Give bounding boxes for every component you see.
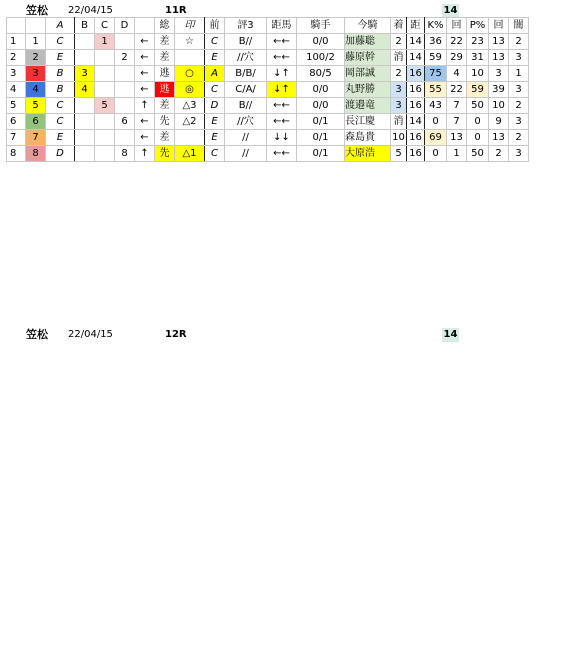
table-row[interactable] <box>7 82 529 98</box>
rank-c[interactable] <box>95 146 115 162</box>
mark-cell[interactable]: ☆ <box>175 34 205 50</box>
rank-b[interactable] <box>75 114 95 130</box>
column-header: 前 <box>205 18 225 34</box>
kyoba-cell[interactable]: ←← <box>267 34 297 50</box>
hyo-cell[interactable]: B/B/ <box>225 66 267 82</box>
k-pct[interactable]: 0 <box>425 114 447 130</box>
imakishu-cell[interactable]: 大原浩 <box>345 146 391 162</box>
mark-cell[interactable]: △1 <box>175 146 205 162</box>
k-kai[interactable]: 7 <box>447 114 467 130</box>
k-pct[interactable]: 59 <box>425 50 447 66</box>
imakishu-cell[interactable]: 長江慶 <box>345 114 391 130</box>
kishu-cell[interactable]: 100/2 <box>297 50 345 66</box>
kyo-cell[interactable]: 14 <box>407 34 425 50</box>
rank-c[interactable] <box>95 50 115 66</box>
column-header <box>7 18 26 34</box>
chaku-cell[interactable]: 5 <box>391 146 407 162</box>
waku-cell[interactable]: 7 <box>26 130 46 146</box>
column-header: C <box>95 18 115 34</box>
kishu-cell[interactable]: 0/1 <box>297 130 345 146</box>
imakishu-cell[interactable]: 加藤聡 <box>345 34 391 50</box>
arrow-cell[interactable]: ← <box>135 130 155 146</box>
mae-cell[interactable]: D <box>205 98 225 114</box>
hyo-cell[interactable]: //穴 <box>225 114 267 130</box>
k-pct[interactable]: 43 <box>425 98 447 114</box>
race-date: 22/04/15 <box>68 329 113 340</box>
p-pct[interactable]: 59 <box>467 82 489 98</box>
chaku-cell[interactable]: 2 <box>391 66 407 82</box>
yami-cell[interactable]: 1 <box>509 66 529 82</box>
column-header <box>135 18 155 34</box>
rank-c[interactable] <box>95 114 115 130</box>
distance-count: 14 <box>443 329 458 340</box>
k-pct[interactable]: 75 <box>425 66 447 82</box>
p-kai[interactable]: 39 <box>489 82 509 98</box>
kishu-cell[interactable]: 0/0 <box>297 34 345 50</box>
row-number[interactable]: 7 <box>7 130 26 146</box>
kyo-cell[interactable]: 16 <box>407 98 425 114</box>
chaku-cell[interactable]: 3 <box>391 98 407 114</box>
imakishu-cell[interactable]: 森島貴 <box>345 130 391 146</box>
sou-cell[interactable]: 先 <box>155 146 175 162</box>
distance-count: 14 <box>443 5 458 16</box>
row-number[interactable]: 2 <box>7 50 26 66</box>
mae-cell[interactable]: C <box>205 34 225 50</box>
hyo-cell[interactable]: //穴 <box>225 50 267 66</box>
rank-b[interactable] <box>75 146 95 162</box>
rank-c[interactable] <box>95 66 115 82</box>
chaku-cell[interactable]: 2 <box>391 34 407 50</box>
column-header <box>26 18 46 34</box>
column-header: B <box>75 18 95 34</box>
waku-cell[interactable]: 2 <box>26 50 46 66</box>
k-kai[interactable]: 7 <box>447 98 467 114</box>
rank-d[interactable] <box>115 34 135 50</box>
yami-cell[interactable]: 3 <box>509 146 529 162</box>
rank-c[interactable]: 5 <box>95 98 115 114</box>
column-header: K% <box>425 18 447 34</box>
hyo-cell[interactable]: B// <box>225 98 267 114</box>
column-header: 印 <box>175 18 205 34</box>
rank-c[interactable]: 1 <box>95 34 115 50</box>
mark-cell[interactable] <box>175 130 205 146</box>
k-kai[interactable]: 29 <box>447 50 467 66</box>
row-number[interactable]: 8 <box>7 146 26 162</box>
kyo-cell[interactable]: 16 <box>407 130 425 146</box>
table-row[interactable] <box>7 114 529 130</box>
column-header: 着 <box>391 18 407 34</box>
mark-cell[interactable]: ◎ <box>175 82 205 98</box>
sou-cell[interactable]: 差 <box>155 98 175 114</box>
kyo-cell[interactable]: 14 <box>407 50 425 66</box>
rank-a[interactable]: C <box>46 98 75 114</box>
mae-cell[interactable]: C <box>205 146 225 162</box>
table-row[interactable] <box>7 130 529 146</box>
k-kai[interactable]: 13 <box>447 130 467 146</box>
rank-d[interactable]: 2 <box>115 50 135 66</box>
rank-b[interactable] <box>75 50 95 66</box>
rank-a[interactable]: C <box>46 34 75 50</box>
p-kai[interactable]: 13 <box>489 50 509 66</box>
arrow-cell[interactable]: ↑ <box>135 146 155 162</box>
rank-a[interactable]: E <box>46 130 75 146</box>
rank-b[interactable] <box>75 98 95 114</box>
column-header: 距 <box>407 18 425 34</box>
mae-cell[interactable]: A <box>205 66 225 82</box>
sou-cell[interactable]: 差 <box>155 50 175 66</box>
p-pct[interactable]: 50 <box>467 98 489 114</box>
kyoba-cell[interactable]: ↓↑ <box>267 82 297 98</box>
waku-cell[interactable]: 3 <box>26 66 46 82</box>
row-number[interactable]: 5 <box>7 98 26 114</box>
rank-d[interactable] <box>115 66 135 82</box>
row-number[interactable]: 4 <box>7 82 26 98</box>
arrow-cell[interactable]: ← <box>135 66 155 82</box>
sou-cell[interactable]: 差 <box>155 34 175 50</box>
imakishu-cell[interactable]: 渡邉竜 <box>345 98 391 114</box>
table-row[interactable] <box>7 66 529 82</box>
column-header: D <box>115 18 135 34</box>
mark-cell[interactable]: △2 <box>175 114 205 130</box>
chaku-cell[interactable]: 消 <box>391 50 407 66</box>
p-pct[interactable]: 10 <box>467 66 489 82</box>
sou-cell[interactable]: 差 <box>155 130 175 146</box>
column-header: 距馬 <box>267 18 297 34</box>
p-kai[interactable]: 3 <box>489 66 509 82</box>
rank-a[interactable]: B <box>46 66 75 82</box>
kyoba-cell[interactable]: ↓↓ <box>267 130 297 146</box>
imakishu-cell[interactable]: 丸野勝 <box>345 82 391 98</box>
kyo-cell[interactable]: 16 <box>407 66 425 82</box>
k-pct[interactable]: 55 <box>425 82 447 98</box>
mae-cell[interactable]: E <box>205 50 225 66</box>
kyoba-cell[interactable]: ↓↑ <box>267 66 297 82</box>
p-pct[interactable]: 23 <box>467 34 489 50</box>
imakishu-cell[interactable]: 岡部誠 <box>345 66 391 82</box>
p-pct[interactable]: 50 <box>467 146 489 162</box>
kyo-cell[interactable]: 16 <box>407 82 425 98</box>
column-header: 今騎 <box>345 18 391 34</box>
venue-label: 笠松 <box>26 328 48 341</box>
rank-c[interactable] <box>95 130 115 146</box>
sou-cell[interactable]: 逃 <box>155 66 175 82</box>
race-number: 12R <box>165 329 187 340</box>
k-pct[interactable]: 36 <box>425 34 447 50</box>
table-row[interactable] <box>7 98 529 114</box>
mark-cell[interactable]: △3 <box>175 98 205 114</box>
k-kai[interactable]: 4 <box>447 66 467 82</box>
table-row[interactable] <box>7 146 529 162</box>
race-date: 22/04/15 <box>68 5 113 16</box>
table-row[interactable] <box>7 50 529 66</box>
p-kai[interactable]: 10 <box>489 98 509 114</box>
kishu-cell[interactable]: 0/1 <box>297 146 345 162</box>
mark-cell[interactable]: ○ <box>175 66 205 82</box>
p-pct[interactable]: 0 <box>467 130 489 146</box>
kyo-cell[interactable]: 16 <box>407 146 425 162</box>
p-kai[interactable]: 13 <box>489 130 509 146</box>
p-kai[interactable]: 13 <box>489 34 509 50</box>
mae-cell[interactable]: E <box>205 130 225 146</box>
column-header: 評3 <box>225 18 267 34</box>
rank-b[interactable] <box>75 34 95 50</box>
rank-b[interactable]: 3 <box>75 66 95 82</box>
yami-cell[interactable]: 2 <box>509 98 529 114</box>
rank-a[interactable]: D <box>46 146 75 162</box>
k-kai[interactable]: 22 <box>447 34 467 50</box>
waku-cell[interactable]: 4 <box>26 82 46 98</box>
rank-d[interactable]: 8 <box>115 146 135 162</box>
yami-cell[interactable]: 3 <box>509 114 529 130</box>
waku-cell[interactable]: 6 <box>26 114 46 130</box>
rank-a[interactable]: B <box>46 82 75 98</box>
rank-d[interactable] <box>115 98 135 114</box>
chaku-cell[interactable]: 消 <box>391 114 407 130</box>
column-header: 回 <box>447 18 467 34</box>
kishu-cell[interactable]: 0/1 <box>297 114 345 130</box>
arrow-cell[interactable]: ← <box>135 82 155 98</box>
race-number: 11R <box>165 5 187 16</box>
row-number[interactable]: 3 <box>7 66 26 82</box>
rank-d[interactable] <box>115 130 135 146</box>
venue-label: 笠松 <box>26 4 48 17</box>
row-number[interactable]: 1 <box>7 34 26 50</box>
mae-cell[interactable]: E <box>205 114 225 130</box>
k-pct[interactable]: 0 <box>425 146 447 162</box>
kishu-cell[interactable]: 0/0 <box>297 98 345 114</box>
table-row[interactable] <box>7 34 529 50</box>
yami-cell[interactable]: 3 <box>509 50 529 66</box>
k-kai[interactable]: 22 <box>447 82 467 98</box>
column-header: A <box>46 18 75 34</box>
arrow-cell[interactable]: ← <box>135 50 155 66</box>
race-table <box>6 17 529 162</box>
waku-cell[interactable]: 1 <box>26 34 46 50</box>
mark-cell[interactable] <box>175 50 205 66</box>
imakishu-cell[interactable]: 藤原幹 <box>345 50 391 66</box>
p-pct[interactable]: 31 <box>467 50 489 66</box>
mae-cell[interactable]: C <box>205 82 225 98</box>
rank-a[interactable]: C <box>46 114 75 130</box>
yami-cell[interactable]: 2 <box>509 34 529 50</box>
rank-a[interactable]: E <box>46 50 75 66</box>
header-row <box>7 18 529 34</box>
sou-cell[interactable]: 逃 <box>155 82 175 98</box>
kishu-cell[interactable]: 80/5 <box>297 66 345 82</box>
kyoba-cell[interactable]: ←← <box>267 98 297 114</box>
k-kai[interactable]: 1 <box>447 146 467 162</box>
column-header: 総 <box>155 18 175 34</box>
waku-cell[interactable]: 8 <box>26 146 46 162</box>
row-number[interactable]: 6 <box>7 114 26 130</box>
hyo-cell[interactable]: B// <box>225 34 267 50</box>
p-pct[interactable]: 0 <box>467 114 489 130</box>
arrow-cell[interactable]: ← <box>135 34 155 50</box>
hyo-cell[interactable]: // <box>225 146 267 162</box>
hyo-cell[interactable]: C/A/ <box>225 82 267 98</box>
kishu-cell[interactable]: 0/0 <box>297 82 345 98</box>
kyoba-cell[interactable]: ←← <box>267 146 297 162</box>
chaku-cell[interactable]: 10 <box>391 130 407 146</box>
k-pct[interactable]: 69 <box>425 130 447 146</box>
column-header: 闇 <box>509 18 529 34</box>
rank-d[interactable]: 6 <box>115 114 135 130</box>
column-header: 騎手 <box>297 18 345 34</box>
sou-cell[interactable]: 先 <box>155 114 175 130</box>
yami-cell[interactable]: 2 <box>509 130 529 146</box>
rank-c[interactable] <box>95 82 115 98</box>
column-header: 回 <box>489 18 509 34</box>
kyo-cell[interactable]: 14 <box>407 114 425 130</box>
arrow-cell[interactable]: ← <box>135 114 155 130</box>
kyoba-cell[interactable]: ←← <box>267 114 297 130</box>
waku-cell[interactable]: 5 <box>26 98 46 114</box>
yami-cell[interactable]: 3 <box>509 82 529 98</box>
arrow-cell[interactable]: ↑ <box>135 98 155 114</box>
rank-b[interactable]: 4 <box>75 82 95 98</box>
kyoba-cell[interactable]: ←← <box>267 50 297 66</box>
column-header: P% <box>467 18 489 34</box>
p-kai[interactable]: 9 <box>489 114 509 130</box>
rank-b[interactable] <box>75 130 95 146</box>
chaku-cell[interactable]: 3 <box>391 82 407 98</box>
hyo-cell[interactable]: // <box>225 130 267 146</box>
p-kai[interactable]: 2 <box>489 146 509 162</box>
rank-d[interactable] <box>115 82 135 98</box>
